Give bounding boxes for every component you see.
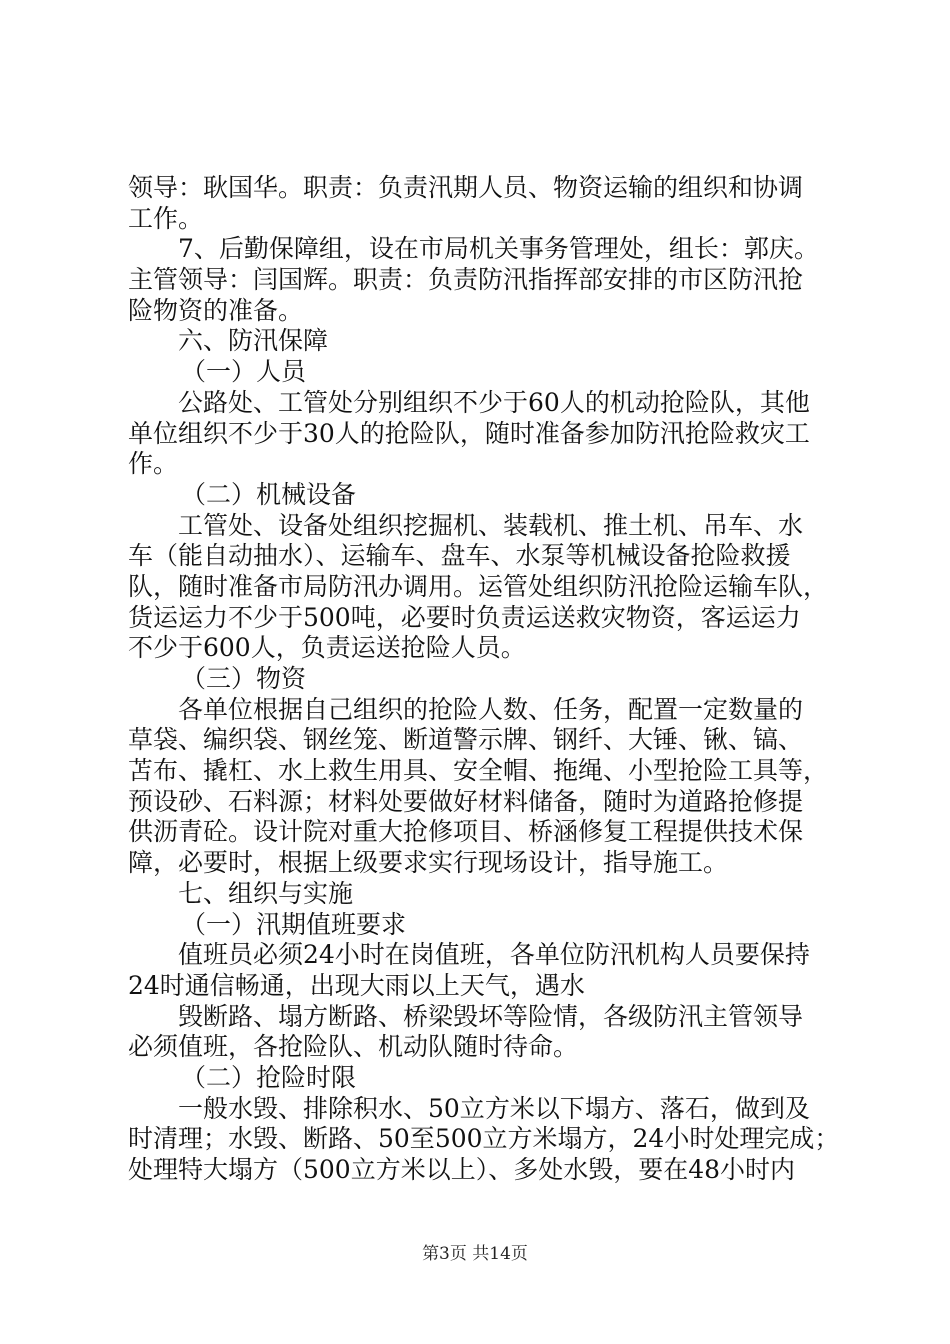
- document-body: [128, 173, 838, 1186]
- section-heading: 六、防汛保障: [178, 326, 329, 356]
- text-line: 处理特大塌方（500立方米以上）、多处水毁，要在48小时内: [128, 1155, 796, 1184]
- text-line: 预设砂、石料源；材料处要做好材料储备，随时为道路抢修提: [128, 786, 804, 816]
- text-line: 供沥青砼。设计院对重大抢修项目、桥涵修复工程提供技术保: [128, 817, 804, 847]
- text-line: 单位组织不少于30人的抢险队，随时准备参加防汛抢险救灾工: [128, 418, 810, 448]
- text-line: 一般水毁、排除积水、50立方米以下塌方、落石，做到及: [178, 1093, 810, 1123]
- text-line: 障，必要时，根据上级要求实行现场设计，指导施工。: [128, 848, 729, 878]
- text-line: 货运运力不少于500吨，必要时负责运送救灾物资，客运运力: [128, 602, 801, 632]
- text-line: 险物资的准备。: [128, 295, 304, 325]
- text-line: 苫布、撬杠、水上救生用具、安全帽、拖绳、小型抢险工具等，: [128, 756, 829, 786]
- subsection-heading: （一）人员: [181, 357, 307, 387]
- text-line: 各单位根据自己组织的抢险人数、任务，配置一定数量的: [178, 694, 804, 724]
- text-line: 领导：耿国华。职责：负责汛期人员、物资运输的组织和协调: [128, 173, 804, 202]
- text-line: 队，随时准备市局防汛办调用。运管处组织防汛抢险运输车队，: [128, 571, 829, 601]
- section-heading: 七、组织与实施: [178, 878, 354, 908]
- text-line: 7、后勤保障组，设在市局机关事务管理处，组长：郭庆。: [178, 234, 819, 264]
- text-line: 时清理；水毁、断路、50至500立方米塌方，24小时处理完成；: [128, 1124, 840, 1154]
- subsection-heading: （一）汛期值班要求: [181, 909, 407, 939]
- subsection-heading: （二）机械设备: [181, 479, 357, 509]
- text-line: 主管领导：闫国辉。职责：负责防汛指挥部安排的市区防汛抢: [128, 265, 804, 295]
- text-line: 毁断路、塌方断路、桥梁毁坏等险情，各级防汛主管领导: [178, 1001, 804, 1031]
- text-line: 车（能自动抽水）、运输车、盘车、水泵等机械设备抢险救援: [128, 541, 791, 571]
- subsection-heading: （二）抢险时限: [181, 1062, 357, 1092]
- text-line: 工管处、设备处组织挖掘机、装载机、推土机、吊车、水: [178, 510, 804, 540]
- text-line: 24时通信畅通，出现大雨以上天气，遇水: [128, 970, 585, 1000]
- text-line: 草袋、编织袋、钢丝笼、断道警示牌、钢纤、大锤、锹、镐、: [128, 725, 804, 755]
- text-line: 不少于600人，负责运送抢险人员。: [128, 633, 526, 663]
- text-line: 工作。: [128, 203, 204, 233]
- subsection-heading: （三）物资: [181, 664, 307, 693]
- text-line: 作。: [128, 449, 179, 479]
- page-number-footer: 第3页 共14页: [422, 1244, 528, 1264]
- text-line: 必须值班，各抢险队、机动队随时待命。: [128, 1032, 579, 1062]
- text-line: 值班员必须24小时在岗值班，各单位防汛机构人员要保持: [178, 940, 810, 970]
- text-line: 公路处、工管处分别组织不少于60人的机动抢险队，其他: [178, 387, 810, 417]
